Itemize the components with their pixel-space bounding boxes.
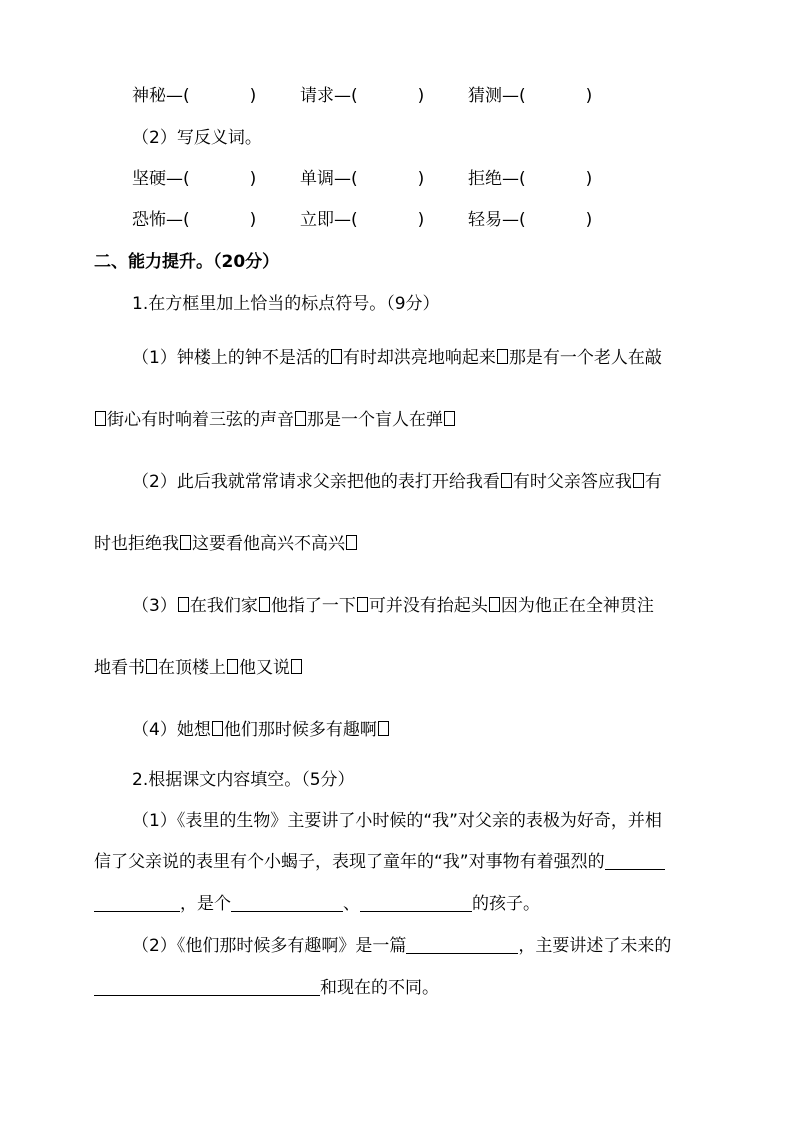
punctuation-box[interactable] (295, 411, 306, 426)
word-item: 拒绝—( ) (468, 169, 593, 189)
q2-paragraph-2-line-2: 和现在的不同。 (94, 978, 439, 998)
answer-blank[interactable] (360, 894, 472, 912)
punctuation-box[interactable] (378, 721, 389, 736)
punctuation-box[interactable] (633, 473, 644, 488)
q1-sentence-2a: （2）此后我就常常请求父亲把他的表打开给我看 有时父亲答应我 有 (132, 472, 662, 492)
q1-sentence-1a: （1）钟楼上的钟不是活的 有时却洪亮地响起来 那是有一个老人在敲 (132, 348, 662, 368)
answer-blank[interactable] (231, 894, 343, 912)
question-1-title: 1.在方框里加上恰当的标点符号。（9分） (132, 294, 440, 314)
q1-sentence-3b: 地看书 在顶楼上 他又说 (94, 658, 303, 678)
word-item: 猜测—( ) (468, 86, 593, 106)
answer-blank[interactable] (605, 852, 665, 870)
punctuation-box[interactable] (497, 349, 508, 364)
q2-paragraph-1-line-3: ，是个 、 的孩子。 (94, 894, 540, 914)
punctuation-box[interactable] (346, 535, 357, 550)
q1-sentence-3a: （3） 在我们家 他指了一下 可并没有抬起头 因为他正在全神贯注 (132, 596, 654, 616)
punctuation-box[interactable] (501, 473, 512, 488)
punctuation-box[interactable] (227, 659, 238, 674)
word-item: 恐怖—( ) (132, 210, 257, 230)
word-item: 轻易—( ) (468, 210, 593, 230)
q2-paragraph-1-line-1: （1）《表里的生物》主要讲了小时候的“我”对父亲的表极为好奇，并相 (132, 811, 662, 831)
word-item: 请求—( ) (300, 86, 425, 106)
punctuation-box[interactable] (146, 659, 157, 674)
punctuation-box[interactable] (212, 721, 223, 736)
word-item: 立即—( ) (300, 210, 425, 230)
punctuation-box[interactable] (178, 597, 189, 612)
q1-sentence-1b: 街心有时响着三弦的声音 那是一个盲人在弹 (94, 410, 456, 430)
punctuation-box[interactable] (291, 659, 302, 674)
q1-sentence-2b: 时也拒绝我 这要看他高兴不高兴 (94, 534, 358, 554)
word-item: 坚硬—( ) (132, 169, 257, 189)
punctuation-box[interactable] (331, 349, 342, 364)
punctuation-box[interactable] (180, 535, 191, 550)
answer-blank[interactable] (94, 978, 320, 996)
punctuation-box[interactable] (259, 597, 270, 612)
q2-paragraph-1-line-2: 信了父亲说的表里有个小蝎子，表现了童年的“我”对事物有着强烈的 (94, 852, 665, 872)
q1-sentence-4: （4）她想 他们那时候多有趣啊 (132, 720, 390, 740)
punctuation-box[interactable] (357, 597, 368, 612)
question-2-title: 2.根据课文内容填空。（5分） (132, 770, 355, 790)
punctuation-box[interactable] (95, 411, 106, 426)
q2-paragraph-2-line-1: （2）《他们那时候多有趣啊》是一篇 ，主要讲述了未来的 (132, 936, 672, 956)
punctuation-box[interactable] (444, 411, 455, 426)
answer-blank[interactable] (406, 936, 518, 954)
antonym-heading: （2）写反义词。 (132, 128, 262, 148)
section-title: 二、能力提升。（20分） (94, 252, 280, 272)
answer-blank[interactable] (94, 894, 180, 912)
word-item: 神秘—( ) (132, 86, 257, 106)
punctuation-box[interactable] (489, 597, 500, 612)
word-item: 单调—( ) (300, 169, 425, 189)
